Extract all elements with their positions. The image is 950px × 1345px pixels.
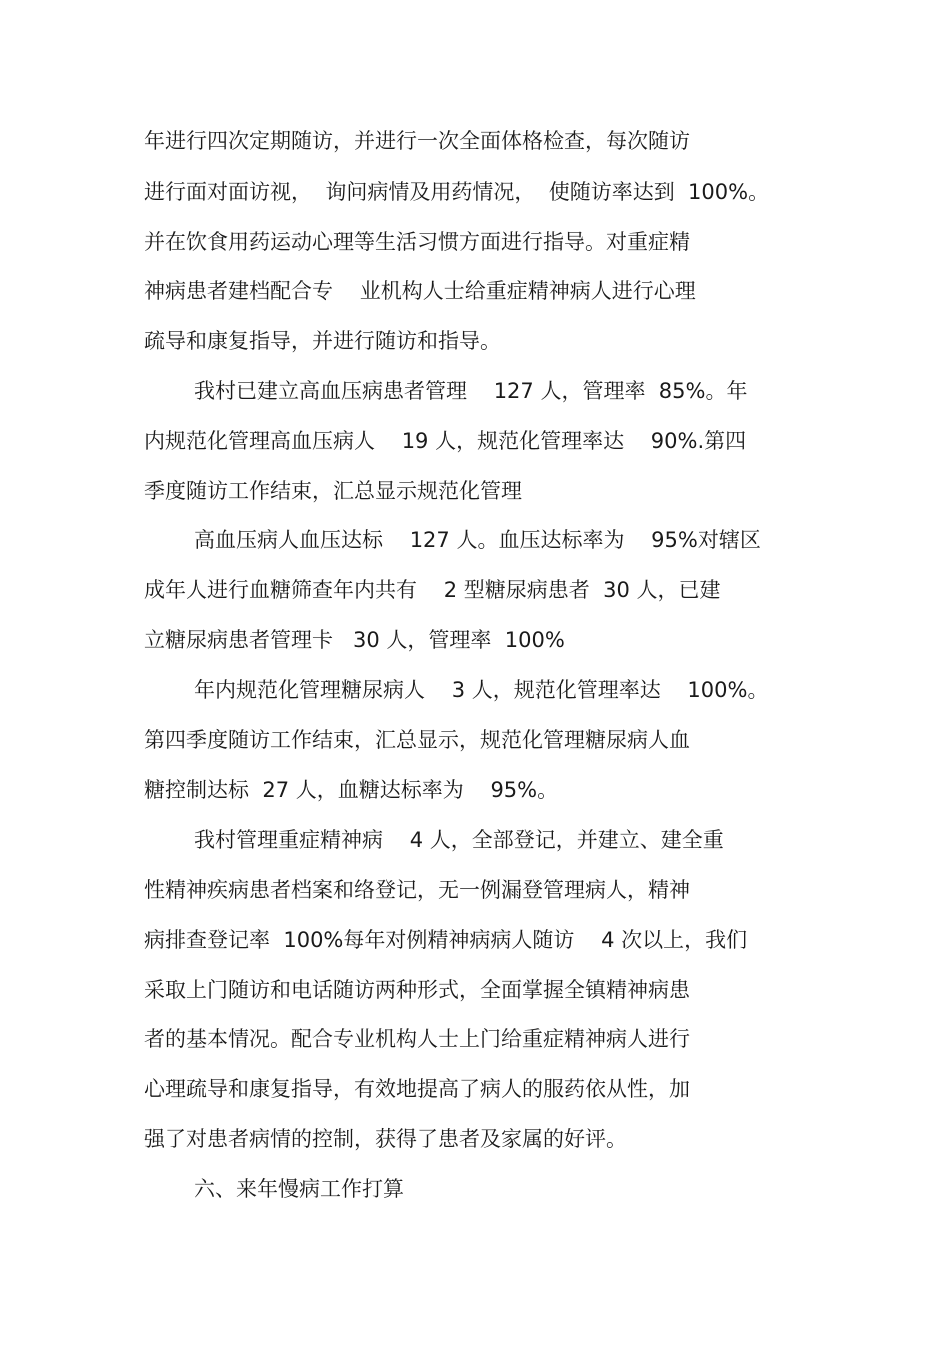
text-line: 心理疏导和康复指导，有效地提高了病人的服药依从性，加 — [144, 1077, 690, 1101]
section-heading: 六、来年慢病工作打算 — [194, 1177, 404, 1201]
text-line: 年进行四次定期随访，并进行一次全面体格检查，每次随访 — [144, 129, 690, 153]
text-line: 进行面对面访视， 询问病情及用药情况， 使随访率达到 100%。 — [144, 180, 770, 204]
text-line: 神病患者建档配合专 业机构人士给重症精神病人进行心理 — [144, 279, 696, 303]
paragraph-first-line: 我村已建立高血压病患者管理 127 人，管理率 85%。年 — [194, 379, 748, 403]
text-line: 并在饮食用药运动心理等生活习惯方面进行指导。对重症精 — [144, 230, 690, 254]
paragraph-first-line: 高血压病人血压达标 127 人。血压达标率为 95%对辖区 — [194, 528, 761, 552]
text-line: 季度随访工作结束，汇总显示规范化管理 — [144, 479, 522, 503]
text-line: 糖控制达标 27 人，血糖达标率为 95%。 — [144, 778, 559, 802]
text-line: 第四季度随访工作结束，汇总显示，规范化管理糖尿病人血 — [144, 728, 690, 752]
text-line: 采取上门随访和电话随访两种形式，全面掌握全镇精神病患 — [144, 978, 690, 1002]
text-line: 病排查登记率 100%每年对例精神病病人随访 4 次以上，我们 — [144, 928, 748, 952]
text-line: 强了对患者病情的控制，获得了患者及家属的好评。 — [144, 1127, 627, 1151]
paragraph-first-line: 年内规范化管理糖尿病人 3 人，规范化管理率达 100%。 — [194, 678, 769, 702]
text-line: 者的基本情况。配合专业机构人士上门给重症精神病人进行 — [144, 1027, 690, 1051]
paragraph-first-line: 我村管理重症精神病 4 人，全部登记，并建立、建全重 — [194, 828, 724, 852]
text-line: 疏导和康复指导，并进行随访和指导。 — [144, 329, 501, 353]
text-line: 内规范化管理高血压病人 19 人，规范化管理率达 90%.第四 — [144, 429, 747, 453]
text-line: 立糖尿病患者管理卡 30 人，管理率 100% — [144, 628, 565, 652]
text-line: 成年人进行血糖筛查年内共有 2 型糖尿病患者 30 人，已建 — [144, 578, 721, 602]
text-line: 性精神疾病患者档案和络登记，无一例漏登管理病人，精神 — [144, 878, 690, 902]
